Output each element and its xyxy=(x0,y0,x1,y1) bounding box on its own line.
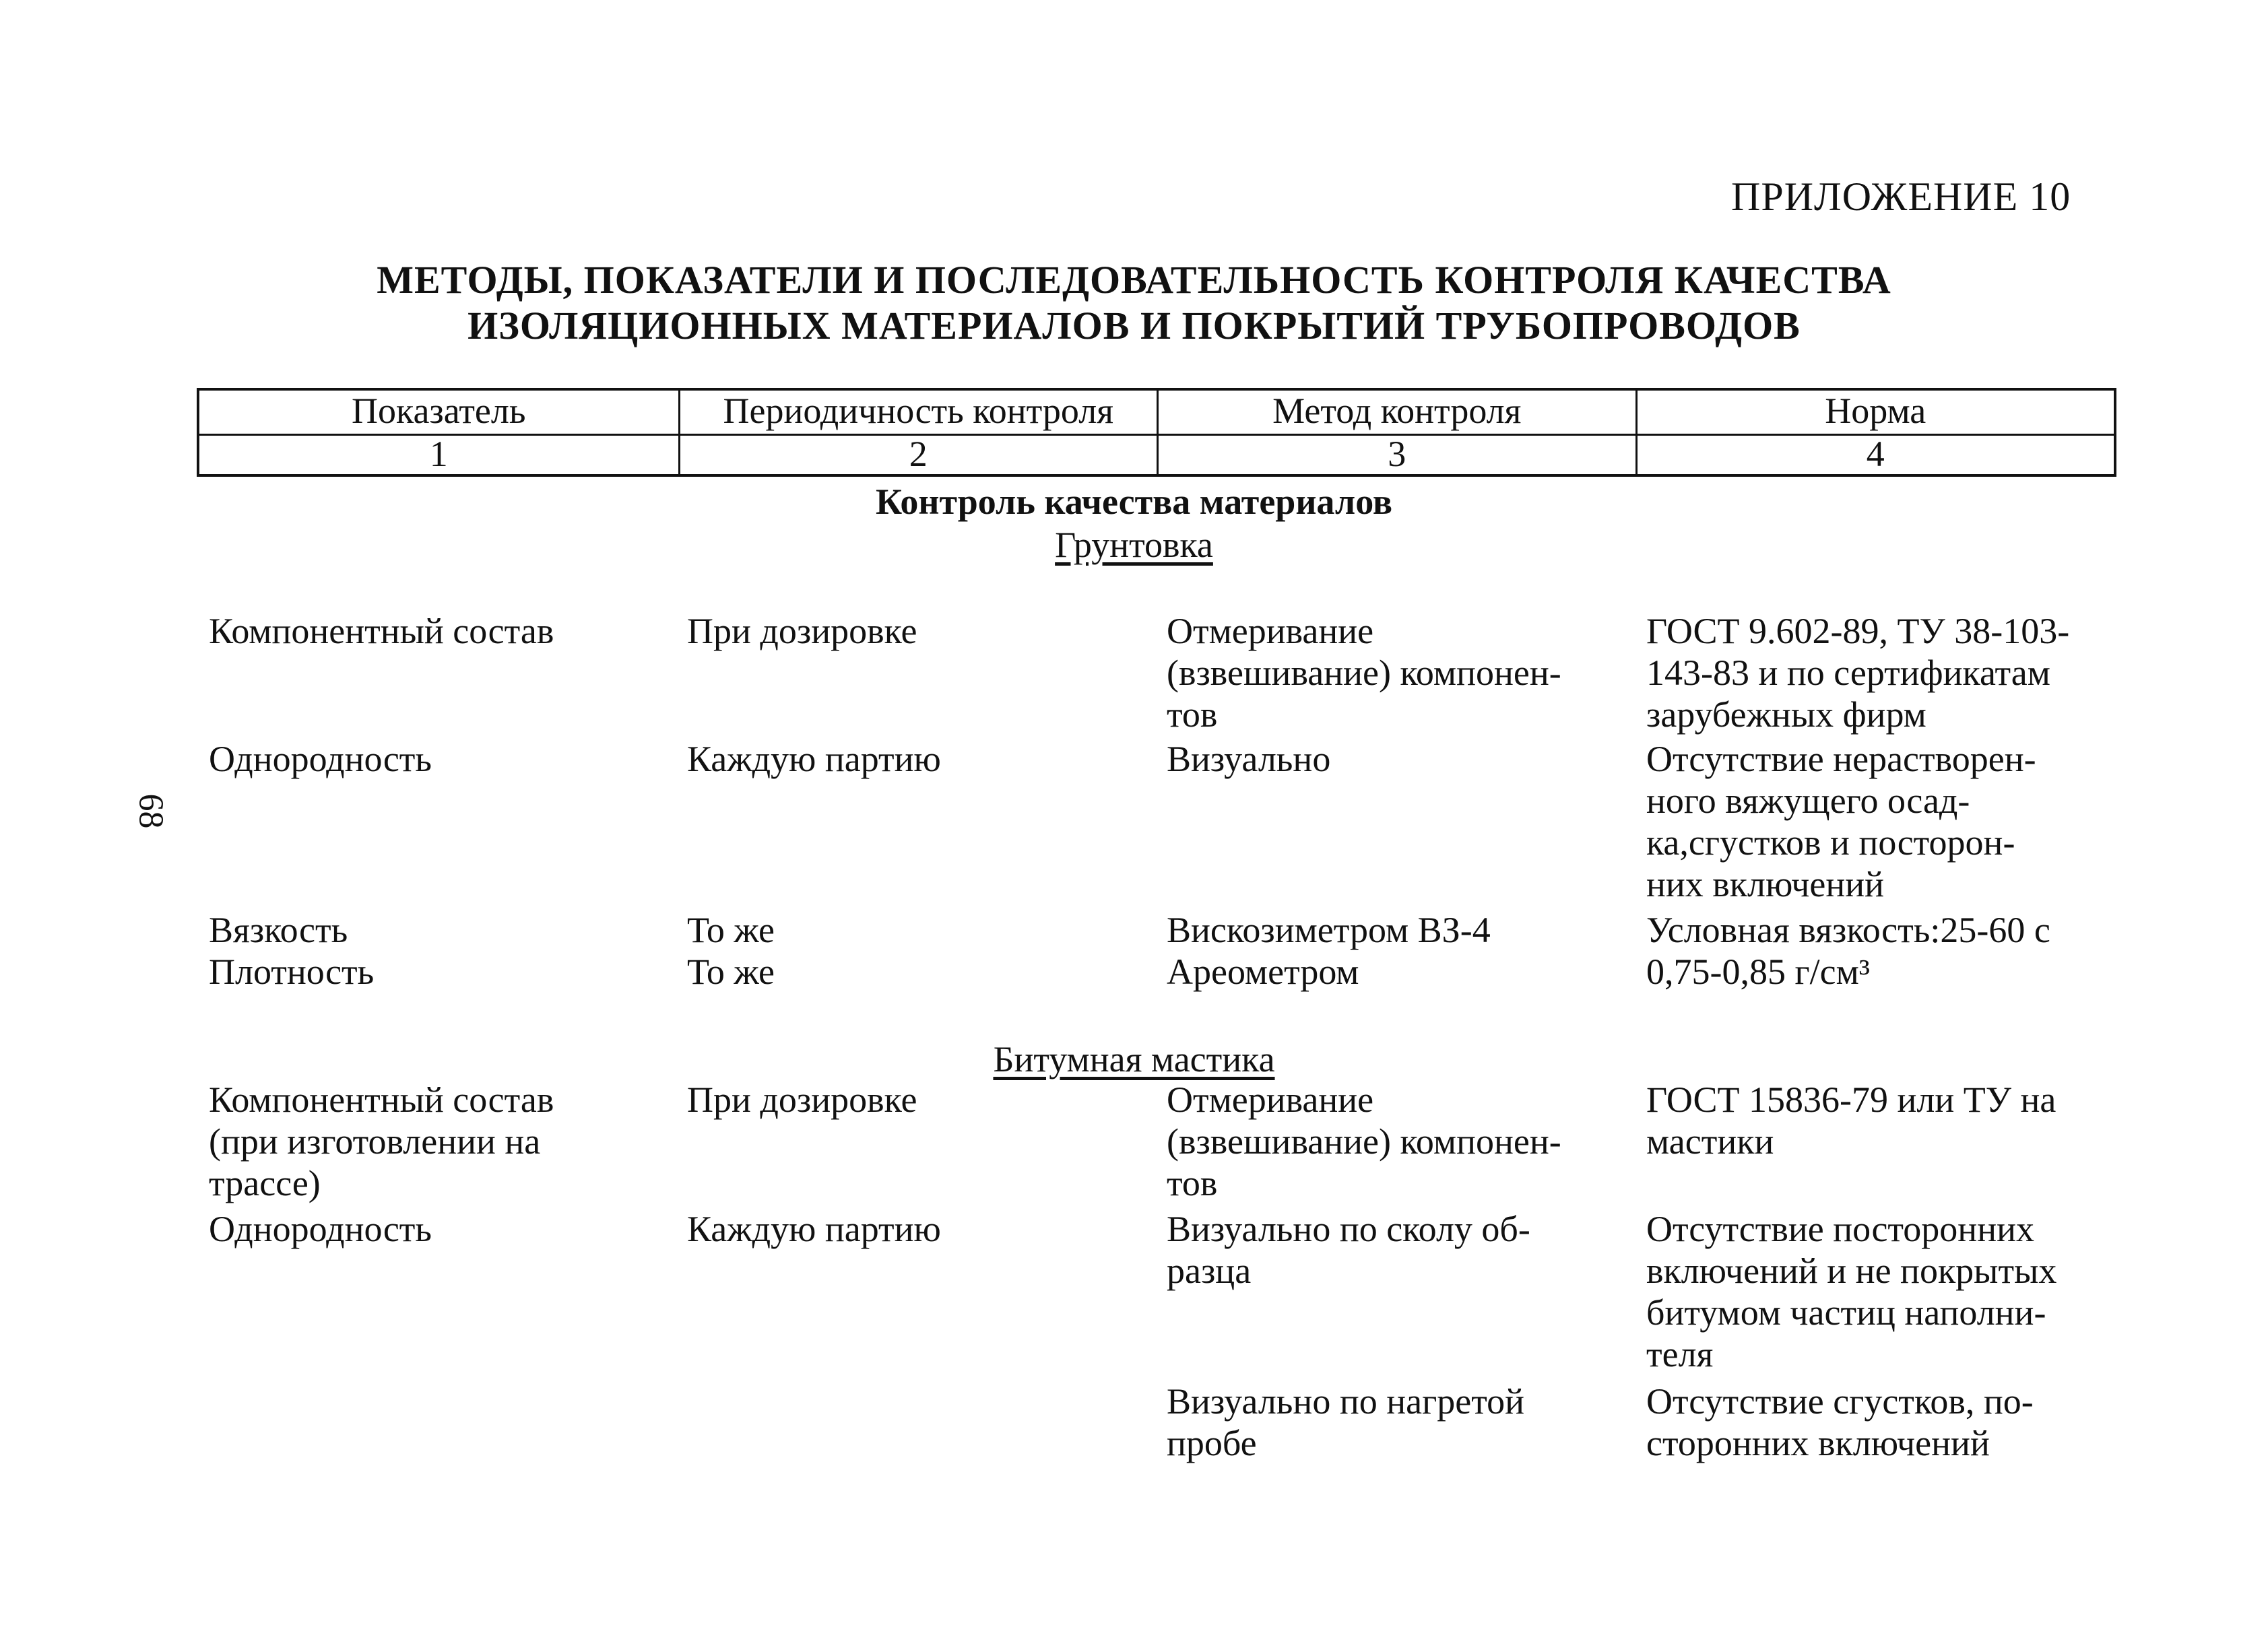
group-heading-primer xyxy=(0,524,2268,566)
table-cell: Условная вязкость:25-60 с xyxy=(1646,910,2050,950)
header-cell-norm: Норма xyxy=(1635,391,2114,434)
table-cell: Визуально xyxy=(1167,739,1331,779)
table-cell: Отсутствие нерастворен- ного вяжущего осад- ка,сгустков и посторон- них включений xyxy=(1646,739,2036,904)
header-row xyxy=(199,391,2114,436)
header-cell-frequency: Периодичность контроля xyxy=(678,391,1157,434)
table-cell: Ареометром xyxy=(1167,952,1359,992)
table-cell: Вискозиметром ВЗ-4 xyxy=(1167,910,1491,950)
table-cell: Компонентный состав xyxy=(209,611,554,651)
table-cell: Каждую партию xyxy=(687,1209,941,1249)
column-number: 1 xyxy=(429,434,448,474)
document-title-line-1: МЕТОДЫ, ПОКАЗАТЕЛИ И ПОСЛЕДОВАТЕЛЬНОСТЬ КОНТРОЛЯ КАЧЕСТВА xyxy=(377,258,1891,302)
table-cell: Однородность xyxy=(209,739,432,779)
column-number: 2 xyxy=(678,434,1157,475)
table-cell: Отмеривание (взвешивание) компонен- тов xyxy=(1167,611,1561,735)
table-cell: При дозировке xyxy=(687,611,917,651)
table-cell: То же xyxy=(687,910,775,950)
header-cell-indicator: Показатель xyxy=(352,391,526,431)
appendix-label: ПРИЛОЖЕНИЕ 10 xyxy=(1731,174,2071,219)
table-cell: Однородность xyxy=(209,1209,432,1249)
page-number: 68 xyxy=(131,793,170,829)
table-cell: ГОСТ 9.602-89, ТУ 38-103- 143-83 и по сертификатам зарубежных фирм xyxy=(1646,611,2070,735)
group-heading-mastic xyxy=(0,1038,2268,1080)
table-cell: Плотность xyxy=(209,952,375,992)
table-cell: Отсутствие сгустков, по- сторонних включений xyxy=(1646,1381,2034,1463)
table-cell: 0,75-0,85 г/см³ xyxy=(1646,952,1870,992)
table-cell: Вязкость xyxy=(209,910,348,950)
table-cell: То же xyxy=(687,952,775,992)
table-cell: ГОСТ 15836-79 или ТУ на мастики xyxy=(1646,1079,2056,1162)
table-cell: Визуально по сколу об- разца xyxy=(1167,1209,1530,1291)
column-number-row xyxy=(199,434,2114,475)
header-cell-method: Метод контроля xyxy=(1157,391,1635,434)
table-cell: Отсутствие посторонних включений и не покрытых битумом частиц наполни- теля xyxy=(1646,1209,2057,1374)
column-number: 3 xyxy=(1157,434,1635,475)
section-heading: Контроль качества материалов xyxy=(875,481,1393,522)
group-heading-mastic-text: Битумная мастика xyxy=(993,1039,1275,1079)
table-cell: Визуально по нагретой пробе xyxy=(1167,1381,1524,1463)
table-header xyxy=(197,388,2116,477)
table-cell: Компонентный состав (при изготовлении на трассе) xyxy=(209,1079,554,1203)
table-cell: Каждую партию xyxy=(687,739,941,779)
group-heading-primer-text: Грунтовка xyxy=(1055,525,1213,565)
table-cell: Отмеривание (взвешивание) компонен- тов xyxy=(1167,1079,1561,1203)
column-number: 4 xyxy=(1635,434,2114,475)
document-title-line-2: ИЗОЛЯЦИОННЫХ МАТЕРИАЛОВ И ПОКРЫТИЙ ТРУБОПРОВОДОВ xyxy=(467,304,1801,347)
table-cell: При дозировке xyxy=(687,1079,917,1120)
